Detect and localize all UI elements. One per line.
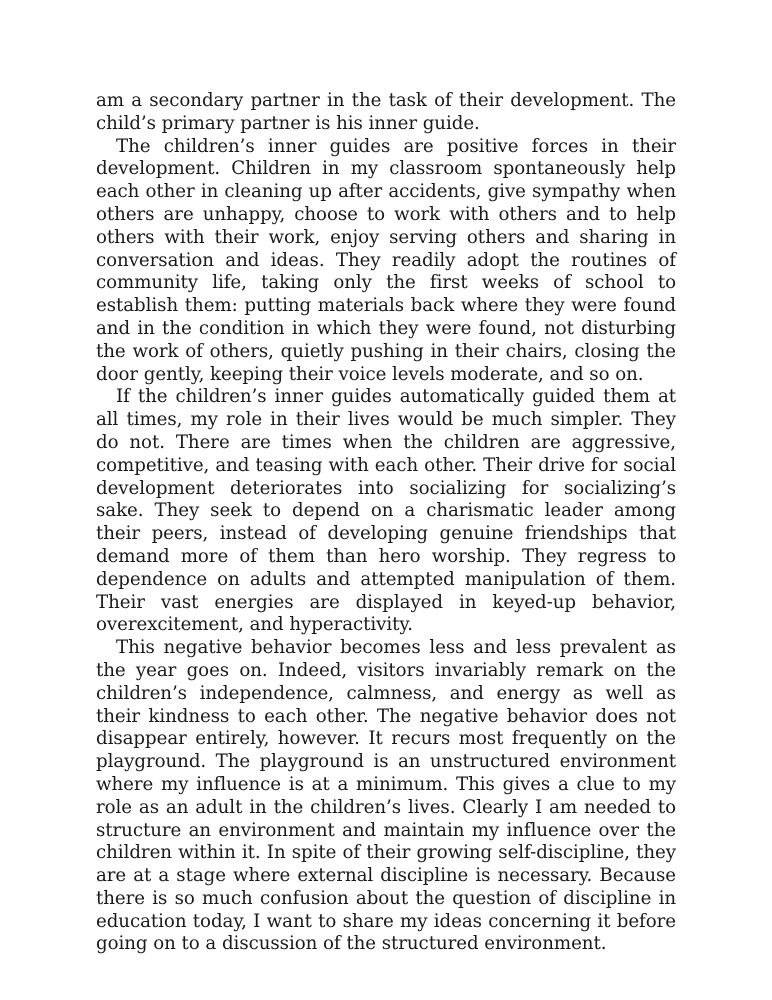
paragraph-4: This negative behavior becomes less and less prevalent as the year goes on. Indeed, visitors invariably remark on the children’s independence, calmness, and energy as well as their kindness to each other. The negative behavior does not disappear entirely, however. It recurs most frequently on the playground. The playground is an unstructured environment where my influence is at a minimum. This gives a clue to my role as an adult in the children’s lives. Clearly I am needed to structure an environment and maintain my influence over the children within it. In spite of their growing self-discipline, they are at a stage where external discipline is necessary. Because there is so much confusion about the question of discipline in education today, I want to share my ideas concerning it before going on to a discussion of the structured environment. bbox=[96, 637, 676, 955]
paragraph-3: If the children’s inner guides automatically guided them at all times, my role in their lives would be much simpler. They do not. There are times when the children are aggressive, competitive, and teasing with each other. Their drive for social development deteriorates into socializing for socializing’s sake. They seek to depend on a charismatic leader among their peers, instead of developing genuine friendships that demand more of them than hero worship. They regress to dependence on adults and attempted manipulation of them. Their vast energies are displayed in keyed-up behavior, overexcitement, and hyperactivity. bbox=[96, 386, 676, 636]
paragraph-2: The children’s inner guides are positive forces in their development. Children in my classroom spontaneously help each other in cleaning up after accidents, give sympathy when others are unhappy, choose to work with others and to help others with their work, enjoy serving others and sharing in conversation and ideas. They readily adopt the routines of community life, taking only the first weeks of school to establish them: putting materials back where they were found and in the condition in which they were found, not disturbing the work of others, quietly pushing in their chairs, closing the door gently, keeping their voice levels moderate, and so on. bbox=[96, 135, 676, 385]
page-body bbox=[96, 90, 676, 956]
paragraph-1: am a secondary partner in the task of their development. The child’s primary partner is his inner guide. bbox=[96, 90, 676, 134]
